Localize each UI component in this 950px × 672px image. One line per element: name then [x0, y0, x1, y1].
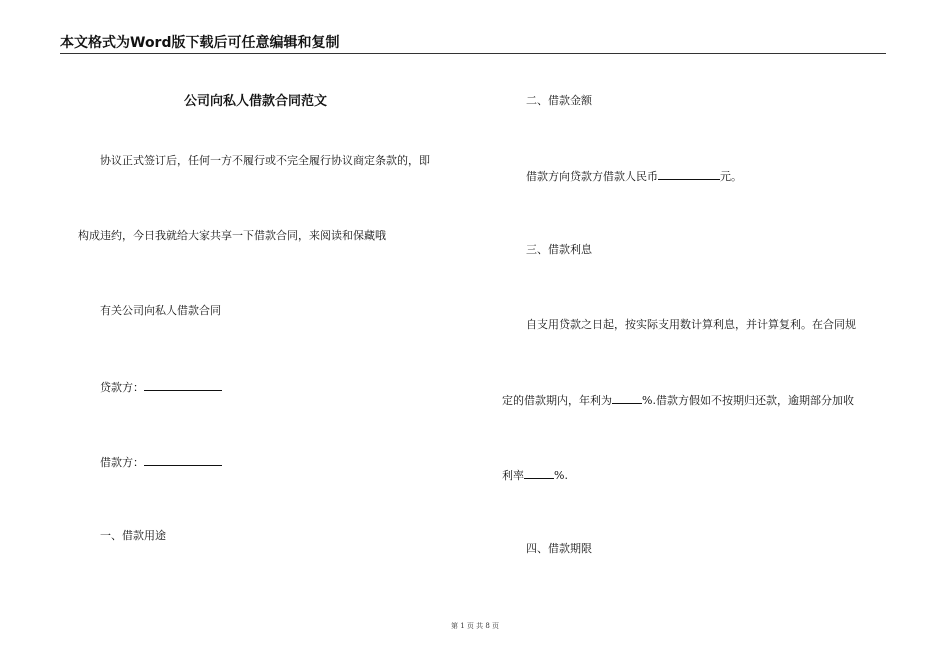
interest-line-2-end: %.借款方假如不按期归还款，逾期部分加收 [642, 394, 854, 407]
amount-prefix: 借款方向贷款方借款人民币 [526, 170, 658, 183]
amount-suffix: 元。 [720, 170, 742, 183]
section-4-heading: 四、借款期限 [526, 542, 592, 555]
lender-field [100, 379, 222, 395]
interest-line-2 [502, 392, 854, 408]
section-1-heading: 一、借款用途 [100, 529, 166, 542]
section-2-heading: 二、借款金额 [526, 94, 592, 107]
borrower-label: 借款方： [100, 456, 144, 469]
amount-blank [658, 168, 720, 180]
contract-subheading: 有关公司向私人借款合同 [100, 304, 221, 317]
document-banner: 本文格式为Word版下载后可任意编辑和复制 [60, 33, 886, 54]
interest-line-3-start: 利率 [502, 469, 524, 482]
overdue-rate-blank [524, 467, 554, 479]
page-number: 第 1 页 共 8 页 [450, 622, 500, 630]
lender-blank [144, 379, 222, 391]
interest-line-1: 自支用贷款之日起，按实际支用数计算利息，并计算复利。在合同规 [526, 318, 856, 331]
interest-line-3-end: %. [554, 469, 568, 482]
annual-rate-blank [612, 392, 642, 404]
interest-line-3 [502, 467, 568, 483]
section-3-heading: 三、借款利息 [526, 243, 592, 256]
borrower-field [100, 454, 222, 470]
intro-line-2: 构成违约，今日我就给大家共享一下借款合同，来阅读和保藏哦 [78, 229, 386, 242]
borrower-blank [144, 454, 222, 466]
lender-label: 贷款方： [100, 381, 144, 394]
document-title: 公司向私人借款合同范文 [184, 94, 328, 109]
loan-amount-line [526, 168, 742, 184]
intro-line-1: 协议正式签订后，任何一方不履行或不完全履行协议商定条款的，即 [100, 154, 430, 167]
interest-line-2-start: 定的借款期内，年利为 [502, 394, 612, 407]
